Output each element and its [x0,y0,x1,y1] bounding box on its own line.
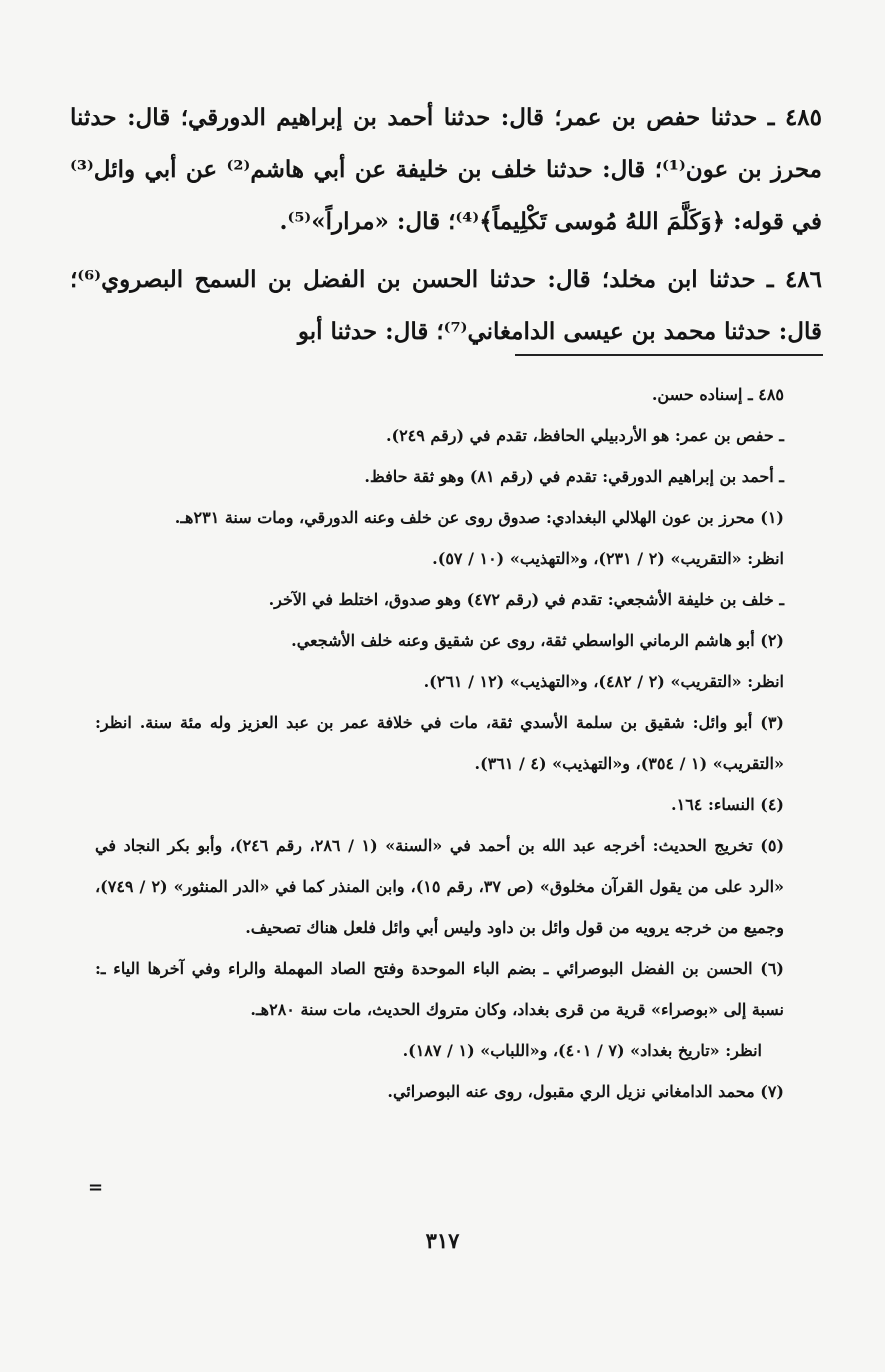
note-485-title: ٤٨٥ ـ إسناده حسن. [651,385,784,404]
page-number: ٣١٧ [425,1228,460,1253]
footnote-6: (٦) الحسن بن الفضل البوصرائي ـ بضم الباء الموحدة وفتح الصاد المهملة والراء وفي آخرها الياء ـ: نسبة إلى «بوصراء» قرية من قرى بغداد، وكان متروك الحديث، مات سنة ٢٨٠هـ. [95,959,784,1019]
footnote-2: (٢) أبو هاشم الرماني الواسطي ثقة، روى عن شقيق وعنه خلف الأشجعي. [291,631,784,650]
hadith-486: ٤٨٦ ـ حدثنا ابن مخلد؛ قال: حدثنا الحسن بن الفضل بن السمح البصروي⁽⁶⁾؛ قال: حدثنا محمد بن عيسى الدامغاني⁽⁷⁾؛ قال: حدثنا أبو [70,266,822,345]
footnote-7: (٧) محمد الدامغاني نزيل الري مقبول، روى عنه البوصرائي. [387,1082,784,1101]
footnote-separator [515,354,823,356]
note-ahmad: ـ أحمد بن إبراهيم الدورقي: تقدم في (رقم ٨١) وهو ثقة حافظ. [364,467,784,486]
footnote-3: (٣) أبو وائل: شقيق بن سلمة الأسدي ثقة، مات في خلافة عمر بن عبد العزيز وله مئة سنة. انظر: «التقريب» (١ / ٣٥٤)، و«التهذيب» (٤ / ٣٦١). [95,713,784,773]
continuation-mark: = [88,1177,104,1198]
footnote-6-ref: انظر: «تاريخ بغداد» (٧ / ٤٠١)، و«اللباب» (١ / ١٨٧). [402,1041,762,1060]
note-khalaf: ـ خلف بن خليفة الأشجعي: تقدم في (رقم ٤٧٢) وهو صدوق، اختلط في الآخر. [268,590,784,609]
footnote-4: (٤) النساء: ١٦٤. [671,795,784,814]
footnote-5: (٥) تخريج الحديث: أخرجه عبد الله بن أحمد في «السنة» (١ / ٢٨٦، رقم ٢٤٦)، وأبو بكر النجاد في «الرد على من يقول القرآن مخلوق» (ص ٣٧، رقم ١٥)، وابن المنذر كما في «الدر المنثور» (٢ / ٧٤٩)، وجميع من خرجه يرويه من قول وائل بن داود وليس أبي وائل فلعل هناك تصحيف. [95,836,785,937]
footnote-1: (١) محرز بن عون الهلالي البغدادي: صدوق روى عن خلف وعنه الدورقي، ومات سنة ٢٣١هـ. [174,508,784,527]
note-hafs: ـ حفص بن عمر: هو الأردبيلي الحافظ، تقدم في (رقم ٢٤٩). [385,426,784,445]
footnote-1-ref: انظر: «التقريب» (٢ / ٢٣١)، و«التهذيب» (١٠ / ٥٧). [432,549,784,568]
main-text [70,92,822,358]
footnote-2-ref: انظر: «التقريب» (٢ / ٤٨٢)، و«التهذيب» (١٢ / ٢٦١). [423,672,784,691]
hadith-485: ٤٨٥ ـ حدثنا حفص بن عمر؛ قال: حدثنا أحمد بن إبراهيم الدورقي؛ قال: حدثنا محرز بن عون⁽¹⁾؛ قال: حدثنا خلف بن خليفة عن أبي هاشم⁽²⁾ عن أبي وائل⁽³⁾ في قوله: ﴿وَكَلَّمَ اللهُ مُوسى تَكْلِيماً﴾⁽⁴⁾؛ قال: «مراراً»⁽⁵⁾. [70,104,822,235]
footnotes [95,374,822,1112]
